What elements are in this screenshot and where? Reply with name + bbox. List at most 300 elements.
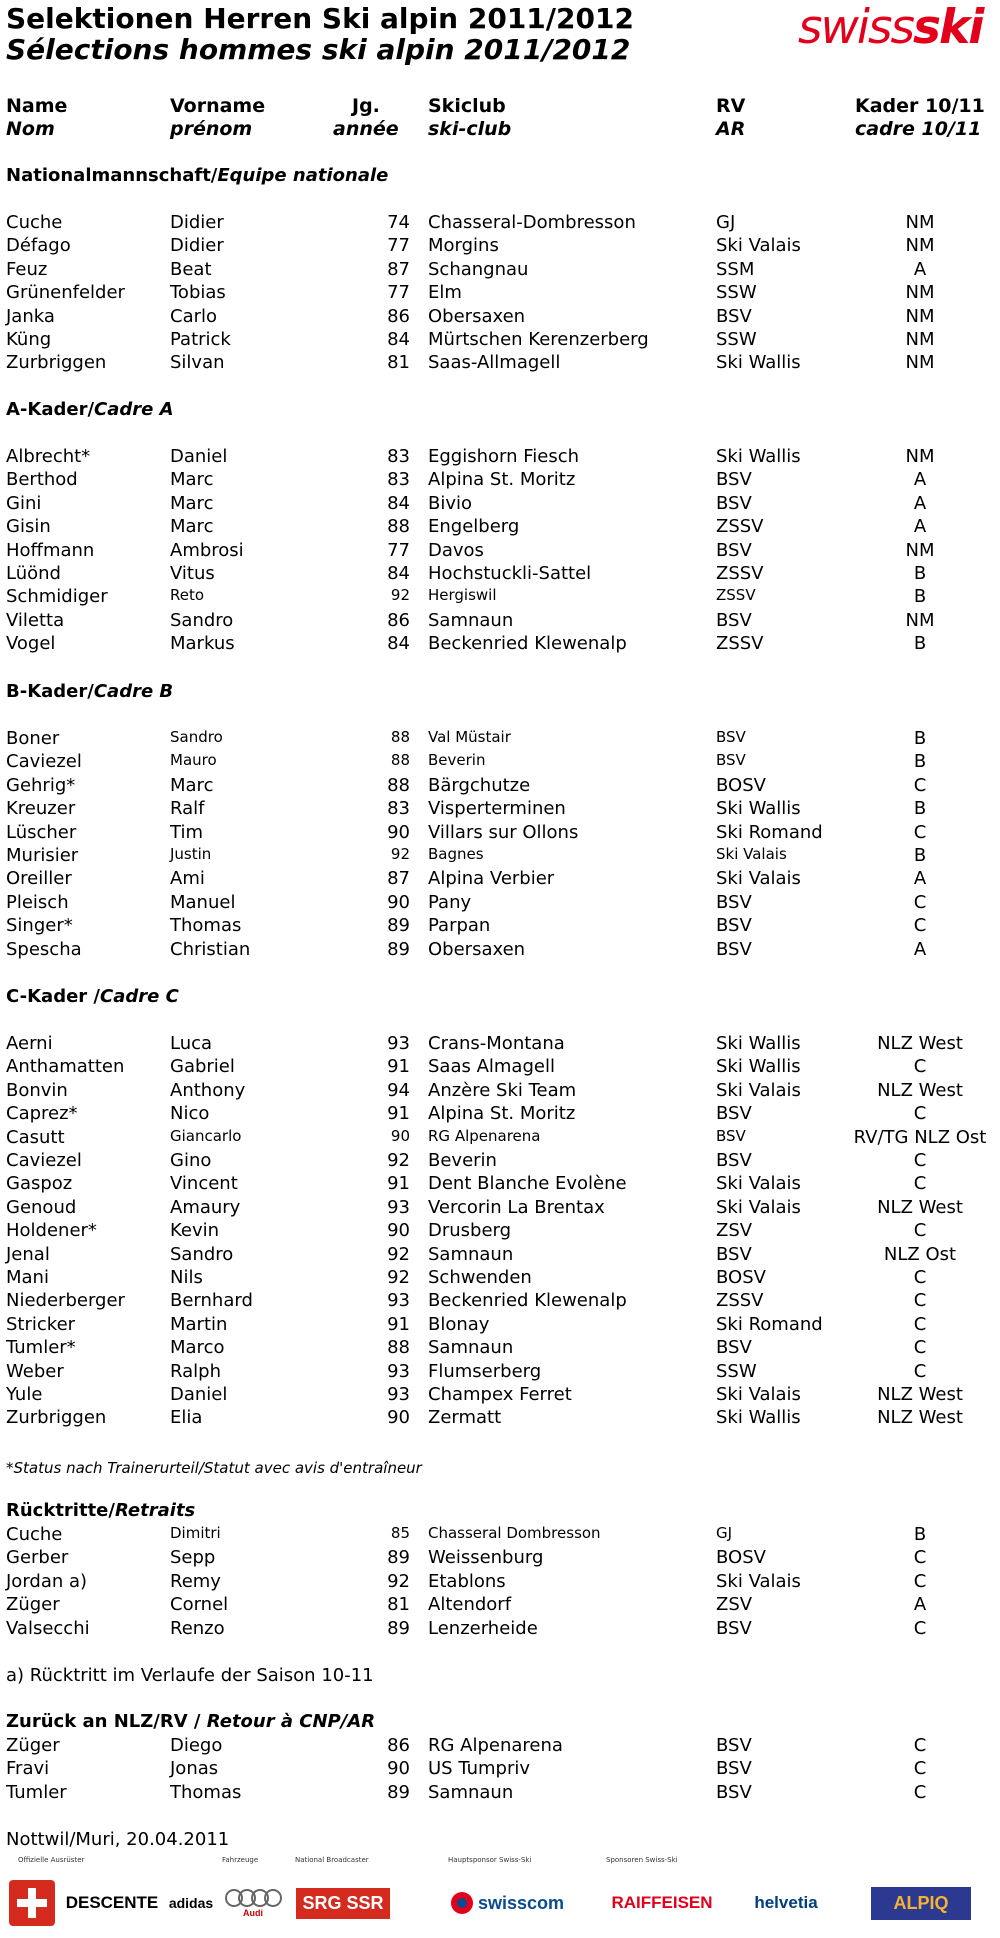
cell-skiclub: Parpan <box>428 915 491 937</box>
cell-jahrgang: 84 <box>387 492 410 514</box>
cell-vorname: Patrick <box>170 329 231 350</box>
cell-rv: BSV <box>716 915 752 937</box>
cell-vorname: Nils <box>170 1267 203 1288</box>
cell-vorname: Markus <box>170 633 235 655</box>
retired-note: a) Rücktritt im Verlaufe der Saison 10-11 <box>6 1665 374 1686</box>
cell-name: Mani <box>6 1267 49 1288</box>
cell-rv: Ski Wallis <box>716 446 801 467</box>
cell-rv: Ski Romand <box>716 821 823 843</box>
cell-rv: GJ <box>716 1524 733 1542</box>
table-row <box>0 1033 1000 1056</box>
cell-jahrgang: 87 <box>387 258 410 280</box>
table-row <box>0 1361 1000 1384</box>
cell-rv: BSV <box>716 609 752 631</box>
cell-jahrgang: 88 <box>387 774 410 796</box>
header-cadre: cadre 10/11 <box>855 118 982 140</box>
cell-kader: NM <box>905 446 935 467</box>
cell-vorname: Manuel <box>170 891 236 913</box>
cell-rv: BSV <box>716 539 752 561</box>
cell-skiclub: Beverin <box>428 1150 497 1171</box>
cell-name: Genoud <box>6 1196 77 1218</box>
cell-skiclub: Drusberg <box>428 1220 512 1242</box>
cell-name: Feuz <box>6 258 48 280</box>
cell-skiclub: Alpina Verbier <box>428 868 555 890</box>
cell-name: Oreiller <box>6 868 72 890</box>
cell-kader: A <box>913 516 927 538</box>
cell-skiclub: Flumserberg <box>428 1360 542 1382</box>
cell-vorname: Bernhard <box>170 1290 253 1312</box>
cell-jahrgang: 90 <box>387 1220 410 1242</box>
cell-name: Caviezel <box>6 751 82 773</box>
cell-vorname: Kevin <box>170 1220 220 1242</box>
cell-rv: BSV <box>716 305 752 327</box>
cell-rv: ZSSV <box>716 563 764 584</box>
cell-name: Schmidiger <box>6 586 108 608</box>
cell-skiclub: Samnaun <box>428 1243 514 1265</box>
cell-skiclub: Zermatt <box>428 1407 502 1429</box>
cell-vorname: Mauro <box>170 751 217 770</box>
cell-vorname: Christian <box>170 938 251 960</box>
cell-jahrgang: 89 <box>387 1781 410 1803</box>
table-row <box>0 1220 1000 1243</box>
cell-name: Caprez* <box>6 1103 78 1125</box>
cell-kader: A <box>913 258 927 280</box>
cell-rv: BSV <box>716 1150 752 1171</box>
cell-skiclub: Val Müstair <box>428 728 511 746</box>
table-row <box>0 915 1000 938</box>
title-german: Selektionen Herren Ski alpin 2011/2012 <box>6 2 634 35</box>
table-row <box>0 306 1000 329</box>
cell-name: Viletta <box>6 609 65 631</box>
cell-jahrgang: 86 <box>387 609 410 631</box>
section-heading-a-kader: A-Kader/Cadre A <box>6 399 174 420</box>
cell-name: Küng <box>6 329 52 350</box>
cell-rv: BSV <box>716 938 752 960</box>
section-heading-c-kader: C-Kader /Cadre C <box>6 986 179 1007</box>
table-row <box>0 1594 1000 1617</box>
cell-skiclub: Bagnes <box>428 845 484 863</box>
cell-kader: B <box>913 845 927 866</box>
cell-kader: NLZ West <box>877 1407 963 1429</box>
table-row <box>0 798 1000 821</box>
cell-kader: NM <box>905 305 935 327</box>
header-name: Name <box>6 95 68 117</box>
cell-vorname: Didier <box>170 235 224 257</box>
cell-jahrgang: 81 <box>387 352 410 374</box>
table-row <box>0 892 1000 915</box>
cell-kader: A <box>913 938 927 960</box>
cell-skiclub: Lenzerheide <box>428 1617 538 1639</box>
cell-vorname: Carlo <box>170 305 218 327</box>
cell-jahrgang: 90 <box>387 1407 410 1429</box>
cell-jahrgang: 91 <box>387 1173 410 1195</box>
section-heading-national: Nationalmannschaft/Equipe nationale <box>6 165 389 186</box>
cell-skiclub: US Tumpriv <box>428 1758 531 1780</box>
cell-kader: C <box>913 821 927 843</box>
cell-skiclub: Mürtschen Kerenzerberg <box>428 329 649 350</box>
cell-jahrgang: 84 <box>387 563 410 584</box>
cell-kader: C <box>913 1290 927 1312</box>
cell-vorname: Ralf <box>170 798 205 820</box>
cell-name: Albrecht* <box>6 446 91 467</box>
cell-rv: Ski Valais <box>716 868 801 890</box>
cell-jahrgang: 86 <box>387 305 410 327</box>
cell-rv: BOSV <box>716 1547 766 1569</box>
cell-jahrgang: 93 <box>387 1196 410 1218</box>
cell-name: Murisier <box>6 845 79 866</box>
cell-vorname: Reto <box>170 586 205 605</box>
cell-name: Kreuzer <box>6 798 76 820</box>
cell-name: Anthamatten <box>6 1056 125 1078</box>
cell-skiclub: Hergiswil <box>428 586 497 605</box>
cell-vorname: Luca <box>170 1033 213 1054</box>
cell-skiclub: Hochstuckli-Sattel <box>428 563 592 584</box>
cell-rv: BSV <box>716 1103 752 1125</box>
cell-kader: B <box>913 563 927 584</box>
cell-jahrgang: 90 <box>390 1126 410 1145</box>
cell-name: Niederberger <box>6 1290 125 1312</box>
cell-skiclub: Bärgchutze <box>428 774 531 796</box>
cell-skiclub: Anzère Ski Team <box>428 1079 577 1101</box>
cell-kader: C <box>913 1337 927 1359</box>
cell-vorname: Amaury <box>170 1196 241 1218</box>
cell-vorname: Anthony <box>170 1079 246 1101</box>
cell-vorname: Tim <box>170 821 203 843</box>
header-annee: année <box>333 118 399 140</box>
cell-jahrgang: 92 <box>387 1570 410 1592</box>
cell-kader: C <box>913 1735 927 1756</box>
cell-rv: Ski Valais <box>716 1079 801 1101</box>
cell-jahrgang: 91 <box>387 1103 410 1125</box>
cell-name: Singer* <box>6 915 73 937</box>
cell-name: Gisin <box>6 516 51 538</box>
cell-jahrgang: 88 <box>390 728 410 746</box>
section-heading-back-to-nlz: Zurück an NLZ/RV / Retour à CNP/AR <box>6 1711 376 1732</box>
cell-vorname: Sandro <box>170 609 234 631</box>
cell-skiclub: Alpina St. Moritz <box>428 1103 576 1125</box>
cell-kader: A <box>913 492 927 514</box>
cell-jahrgang: 84 <box>387 329 410 350</box>
header-ar: AR <box>716 118 746 140</box>
cell-name: Stricker <box>6 1313 76 1335</box>
cell-rv: Ski Valais <box>716 1570 801 1592</box>
cell-skiclub: Pany <box>428 891 472 913</box>
cell-vorname: Beat <box>170 258 212 280</box>
raiffeisen-logo: RAIFFEISEN <box>611 1893 713 1912</box>
cell-vorname: Sepp <box>170 1547 216 1569</box>
cell-kader: NM <box>905 609 935 631</box>
cell-kader: C <box>913 1173 927 1195</box>
table-row <box>0 1314 1000 1337</box>
table-row <box>0 1267 1000 1290</box>
cell-vorname: Vincent <box>170 1173 238 1195</box>
cell-kader: NLZ Ost <box>883 1243 957 1265</box>
cell-kader: C <box>913 1617 927 1639</box>
cell-kader: C <box>913 1267 927 1288</box>
table-row <box>0 1127 1000 1150</box>
table-row <box>0 329 1000 352</box>
cell-name: Weber <box>6 1360 64 1382</box>
cell-jahrgang: 93 <box>387 1360 410 1382</box>
cell-rv: SSW <box>716 329 757 350</box>
cell-rv: Ski Valais <box>716 1384 801 1405</box>
cell-kader: C <box>913 1547 927 1569</box>
cell-rv: Ski Wallis <box>716 1033 801 1054</box>
cell-vorname: Martin <box>170 1313 228 1335</box>
table-row <box>0 939 1000 962</box>
table-row <box>0 1080 1000 1103</box>
cell-jahrgang: 92 <box>390 586 410 605</box>
cell-name: Gini <box>6 492 42 514</box>
cell-name: Tumler* <box>6 1337 76 1359</box>
cell-name: Fravi <box>6 1758 50 1780</box>
cell-vorname: Gabriel <box>170 1056 235 1078</box>
cell-skiclub: Engelberg <box>428 516 520 538</box>
header-nom: Nom <box>6 118 55 140</box>
label-main-sponsor: Hauptsponsor Swiss-Ski <box>448 1856 532 1864</box>
table-row <box>0 1758 1000 1781</box>
cell-kader: NLZ West <box>877 1196 963 1218</box>
cell-jahrgang: 92 <box>387 1150 410 1171</box>
cell-skiclub: Beverin <box>428 751 486 770</box>
cell-jahrgang: 93 <box>387 1290 410 1312</box>
cell-rv: SSW <box>716 1360 757 1382</box>
cell-kader: C <box>913 1313 927 1335</box>
cell-jahrgang: 77 <box>387 539 410 561</box>
cell-rv: BSV <box>716 1758 752 1780</box>
table-row <box>0 352 1000 375</box>
cell-skiclub: Alpina St. Moritz <box>428 469 576 491</box>
cell-skiclub: Beckenried Klewenalp <box>428 633 627 655</box>
cell-rv: Ski Romand <box>716 1313 823 1335</box>
table-row <box>0 1618 1000 1641</box>
cell-kader: B <box>913 751 927 773</box>
cell-jahrgang: 89 <box>387 938 410 960</box>
cell-name: Lüönd <box>6 563 61 584</box>
cell-skiclub: Obersaxen <box>428 305 526 327</box>
cell-jahrgang: 89 <box>387 1617 410 1639</box>
cell-kader: B <box>913 798 927 820</box>
cell-rv: BSV <box>716 469 752 491</box>
cell-name: Bonvin <box>6 1079 68 1101</box>
label-sponsors: Sponsoren Swiss-Ski <box>606 1856 678 1864</box>
cell-kader: C <box>913 1360 927 1382</box>
cell-vorname: Nico <box>170 1103 210 1125</box>
table-row <box>0 610 1000 633</box>
cell-jahrgang: 89 <box>387 1547 410 1569</box>
table-row <box>0 235 1000 258</box>
cell-skiclub: Blonay <box>428 1313 490 1335</box>
cell-rv: BSV <box>716 751 746 770</box>
table-row <box>0 1173 1000 1196</box>
cell-vorname: Marc <box>170 469 214 491</box>
cell-kader: NLZ West <box>877 1033 963 1054</box>
cell-vorname: Renzo <box>170 1617 225 1639</box>
cell-vorname: Tobias <box>170 282 226 304</box>
swiss-ski-logo <box>798 0 982 55</box>
table-row <box>0 1290 1000 1313</box>
table-row <box>0 516 1000 539</box>
cell-rv: ZSSV <box>716 633 764 655</box>
table-row <box>0 1103 1000 1126</box>
cell-jahrgang: 86 <box>387 1735 410 1756</box>
table-row <box>0 633 1000 656</box>
cell-jahrgang: 77 <box>387 282 410 304</box>
adidas-logo: adidas <box>168 1895 214 1911</box>
cell-name: Cuche <box>6 1524 63 1545</box>
cell-jahrgang: 83 <box>387 469 410 491</box>
cell-vorname: Thomas <box>170 915 242 937</box>
cell-name: Berthod <box>6 469 78 491</box>
cell-rv: ZSSV <box>716 1290 764 1312</box>
cell-jahrgang: 81 <box>387 1594 410 1616</box>
cell-name: Boner <box>6 728 60 749</box>
cell-vorname: Marc <box>170 492 214 514</box>
label-broadcaster: National Broadcaster <box>295 1856 369 1864</box>
descente-logo: DESCENTE <box>65 1893 159 1912</box>
cell-vorname: Ambrosi <box>170 539 244 561</box>
cell-name: Jenal <box>6 1243 50 1265</box>
table-row <box>0 469 1000 492</box>
cell-skiclub: Altendorf <box>428 1594 512 1616</box>
cell-skiclub: Schwenden <box>428 1267 532 1288</box>
cell-rv: ZSV <box>716 1220 753 1242</box>
table-row <box>0 446 1000 469</box>
cell-kader: A <box>913 1594 927 1616</box>
alpiq-logo: ALPIQ <box>864 1874 978 1932</box>
cell-vorname: Remy <box>170 1570 221 1592</box>
cell-vorname: Justin <box>170 845 212 863</box>
cell-rv: BSV <box>716 891 752 913</box>
cell-rv: ZSV <box>716 1594 753 1616</box>
cell-name: Spescha <box>6 938 82 960</box>
cell-jahrgang: 83 <box>387 446 410 467</box>
cell-jahrgang: 88 <box>390 751 410 770</box>
header-kader: Kader 10/11 <box>855 95 985 117</box>
cell-skiclub: Samnaun <box>428 1781 514 1803</box>
cell-skiclub: Obersaxen <box>428 938 526 960</box>
table-row <box>0 1735 1000 1758</box>
logo-swiss-text: swiss <box>798 0 913 55</box>
cell-kader: C <box>913 1781 927 1803</box>
cell-name: Vogel <box>6 633 56 655</box>
cell-skiclub: Etablons <box>428 1570 506 1592</box>
table-row <box>0 586 1000 609</box>
cell-kader: C <box>913 1103 927 1125</box>
cell-kader: C <box>913 1150 927 1171</box>
cell-rv: Ski Valais <box>716 1196 801 1218</box>
cell-rv: ZSSV <box>716 586 756 605</box>
cell-name: Züger <box>6 1594 60 1616</box>
cell-skiclub: Davos <box>428 539 484 561</box>
cell-name: Gaspoz <box>6 1173 73 1195</box>
cell-skiclub: Villars sur Ollons <box>428 821 579 843</box>
table-row <box>0 1547 1000 1570</box>
cell-skiclub: Bivio <box>428 492 473 514</box>
cell-rv: Ski Valais <box>716 845 787 863</box>
table-row <box>0 1150 1000 1173</box>
cell-name: Zurbriggen <box>6 352 107 374</box>
cell-kader: C <box>913 1570 927 1592</box>
cell-vorname: Marc <box>170 774 214 796</box>
table-row <box>0 1197 1000 1220</box>
cell-rv: BOSV <box>716 774 766 796</box>
cell-vorname: Silvan <box>170 352 225 374</box>
cell-jahrgang: 88 <box>387 516 410 538</box>
cell-rv: Ski Wallis <box>716 352 801 374</box>
cell-skiclub: Dent Blanche Evolène <box>428 1173 627 1195</box>
cell-name: Gerber <box>6 1547 69 1569</box>
table-row <box>0 259 1000 282</box>
cell-name: Cuche <box>6 212 63 233</box>
header-vorname: Vorname <box>170 95 266 117</box>
cell-jahrgang: 88 <box>387 1337 410 1359</box>
cell-vorname: Gino <box>170 1150 212 1171</box>
table-row <box>0 1244 1000 1267</box>
table-row <box>0 845 1000 868</box>
cell-kader: C <box>913 1758 927 1780</box>
cell-rv: Ski Valais <box>716 235 801 257</box>
cell-name: Zurbriggen <box>6 1407 107 1429</box>
cell-rv: GJ <box>716 212 736 233</box>
table-row <box>0 212 1000 235</box>
table-row <box>0 1571 1000 1594</box>
table-row <box>0 540 1000 563</box>
cell-vorname: Sandro <box>170 728 223 746</box>
cell-kader: A <box>913 868 927 890</box>
cell-rv: BSV <box>716 1617 752 1639</box>
cell-vorname: Sandro <box>170 1243 234 1265</box>
cell-name: Grünenfelder <box>6 282 125 304</box>
swiss-pool-logo <box>6 1874 58 1932</box>
srg-ssr-logo: SRG SSR <box>293 1874 393 1932</box>
table-row <box>0 1524 1000 1547</box>
header-club: Skiclub <box>428 95 506 117</box>
cell-kader: B <box>913 633 927 655</box>
cell-vorname: Cornel <box>170 1594 229 1616</box>
cell-rv: SSM <box>716 258 755 280</box>
table-row <box>0 1384 1000 1407</box>
cell-jahrgang: 92 <box>387 1243 410 1265</box>
cell-vorname: Daniel <box>170 1384 228 1405</box>
cell-rv: BSV <box>716 1126 746 1145</box>
cell-rv: BSV <box>716 1243 752 1265</box>
cell-skiclub: Champex Ferret <box>428 1384 572 1405</box>
table-row <box>0 822 1000 845</box>
cell-jahrgang: 89 <box>387 915 410 937</box>
cell-skiclub: Crans-Montana <box>428 1033 565 1054</box>
cell-vorname: Daniel <box>170 446 228 467</box>
label-outfitter: Offizielle Ausrüster <box>18 1856 85 1864</box>
cell-rv: BSV <box>716 728 746 746</box>
cell-name: Janka <box>6 305 55 327</box>
cell-name: Pleisch <box>6 891 69 913</box>
cell-jahrgang: 90 <box>387 891 410 913</box>
cell-jahrgang: 92 <box>390 845 410 863</box>
cell-jahrgang: 92 <box>387 1267 410 1288</box>
cell-kader: C <box>913 1056 927 1078</box>
cell-name: Casutt <box>6 1126 65 1148</box>
cell-skiclub: Weissenburg <box>428 1547 544 1569</box>
cell-jahrgang: 83 <box>387 798 410 820</box>
cell-rv: Ski Wallis <box>716 1407 801 1429</box>
header-jg: Jg. <box>352 95 380 117</box>
table-row <box>0 563 1000 586</box>
cell-jahrgang: 90 <box>387 1758 410 1780</box>
cell-rv: Ski Wallis <box>716 798 801 820</box>
cell-skiclub: Saas Almagell <box>428 1056 555 1078</box>
cell-kader: NM <box>905 235 935 257</box>
